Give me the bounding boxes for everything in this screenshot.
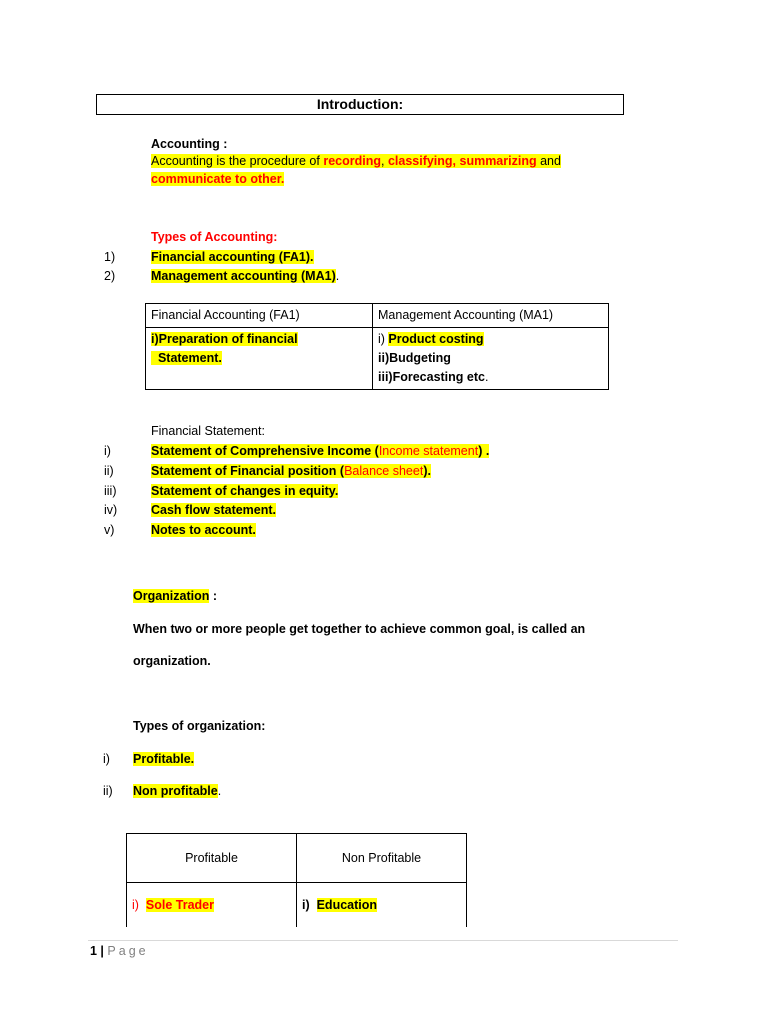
- accounting-heading: Accounting :: [151, 137, 228, 151]
- accounting-definition-line1: [151, 154, 561, 168]
- fs-item-5: [151, 523, 256, 537]
- organization-heading-tail: :: [209, 589, 218, 603]
- footer-divider: [88, 940, 678, 941]
- sole-trader: Sole Trader: [145, 898, 214, 912]
- ma-item-3: iii)Forecasting etc: [378, 370, 485, 384]
- def-and: and: [536, 154, 561, 168]
- accounting-type-item-1: [151, 250, 314, 264]
- accounting-type-num-2: 2): [104, 269, 116, 283]
- organization-heading-line: [133, 589, 217, 603]
- org-type-item-2: [133, 784, 221, 798]
- table-cell-fa: [146, 328, 373, 390]
- fs-num-2: ii): [104, 464, 114, 478]
- table-header-cell: Management Accounting (MA1): [373, 304, 609, 328]
- fs-item-3-a: Statement of changes in equity.: [151, 484, 339, 498]
- org-type-text-1: Profitable.: [133, 752, 195, 766]
- fs-item-3: [151, 484, 338, 498]
- def-comma: ,: [380, 154, 388, 168]
- fs-item-2-b: ).: [423, 464, 431, 478]
- table-cell-non-profitable: [297, 883, 467, 928]
- accounting-comparison-table: [145, 303, 609, 390]
- fs-num-1: i): [104, 444, 111, 458]
- fs-item-1-red: Income statement: [378, 444, 479, 458]
- fs-item-1: [151, 444, 489, 458]
- fs-item-2-red: Balance sheet: [344, 464, 424, 478]
- education: Education: [316, 898, 378, 912]
- accounting-type-item-2: [151, 269, 339, 283]
- table-row: [146, 304, 609, 328]
- org-type-item-1: [133, 752, 194, 766]
- financial-statement-heading: Financial Statement:: [151, 424, 265, 438]
- footer-separator: |: [96, 944, 108, 958]
- fs-num-5: v): [104, 523, 115, 537]
- accounting-type-num-1: 1): [104, 250, 116, 264]
- fs-item-1-a: Statement of Comprehensive Income (: [151, 444, 379, 458]
- fs-num-3: iii): [104, 484, 117, 498]
- organization-types-table: [126, 833, 467, 927]
- accounting-type-tail-2: .: [335, 269, 340, 283]
- page-footer: [90, 944, 149, 958]
- ma-item-1: Product costing: [388, 332, 484, 346]
- org-type-num-1: i): [103, 752, 110, 766]
- education-num: i): [302, 898, 310, 912]
- fa-line1: i)Preparation of financial: [151, 332, 298, 346]
- table-header-cell: Financial Accounting (FA1): [146, 304, 373, 328]
- organization-heading: Organization: [133, 589, 210, 603]
- types-of-accounting-heading: Types of Accounting:: [151, 230, 278, 244]
- fs-item-1-b: ) .: [478, 444, 490, 458]
- def-recording: recording: [323, 154, 381, 168]
- sole-trader-num: i): [132, 898, 139, 912]
- accounting-definition-line2: [151, 172, 284, 186]
- table-row: [127, 834, 467, 883]
- page-number: 1: [90, 944, 97, 958]
- fs-item-2: [151, 464, 431, 478]
- table-header-cell: Profitable: [127, 834, 297, 883]
- page-title: Introduction:: [96, 94, 624, 115]
- types-of-organization-heading: Types of organization:: [133, 719, 266, 733]
- org-type-tail-2: .: [217, 784, 222, 798]
- org-type-text-2: Non profitable: [133, 784, 218, 798]
- def-prefix: Accounting is the procedure of: [151, 154, 324, 168]
- accounting-type-text-2: Management accounting (MA1): [151, 269, 336, 283]
- org-type-num-2: ii): [103, 784, 113, 798]
- fa-line2: Statement.: [151, 351, 222, 365]
- page-word: Page: [107, 944, 149, 958]
- organization-def-line1: When two or more people get together to achieve common goal, is called an: [133, 622, 586, 636]
- ma-tail-3: .: [484, 370, 489, 384]
- ma-item-2: ii)Budgeting: [378, 351, 451, 365]
- table-cell-ma: [373, 328, 609, 390]
- table-row: [127, 883, 467, 928]
- table-row: [146, 328, 609, 390]
- accounting-type-text-1: Financial accounting (FA1).: [151, 250, 314, 264]
- table-header-cell: Non Profitable: [297, 834, 467, 883]
- fs-num-4: iv): [104, 503, 118, 517]
- fs-item-4-a: Cash flow statement.: [151, 503, 277, 517]
- fs-item-5-a: Notes to account.: [151, 523, 256, 537]
- organization-def-line2: organization.: [133, 654, 211, 668]
- ma-prefix-1: i): [378, 332, 389, 346]
- fs-item-2-a: Statement of Financial position (: [151, 464, 345, 478]
- fs-item-4: [151, 503, 276, 517]
- def-line2: communicate to other.: [151, 172, 285, 186]
- def-classifying: classifying, summarizing: [387, 154, 537, 168]
- table-cell-profitable: [127, 883, 297, 928]
